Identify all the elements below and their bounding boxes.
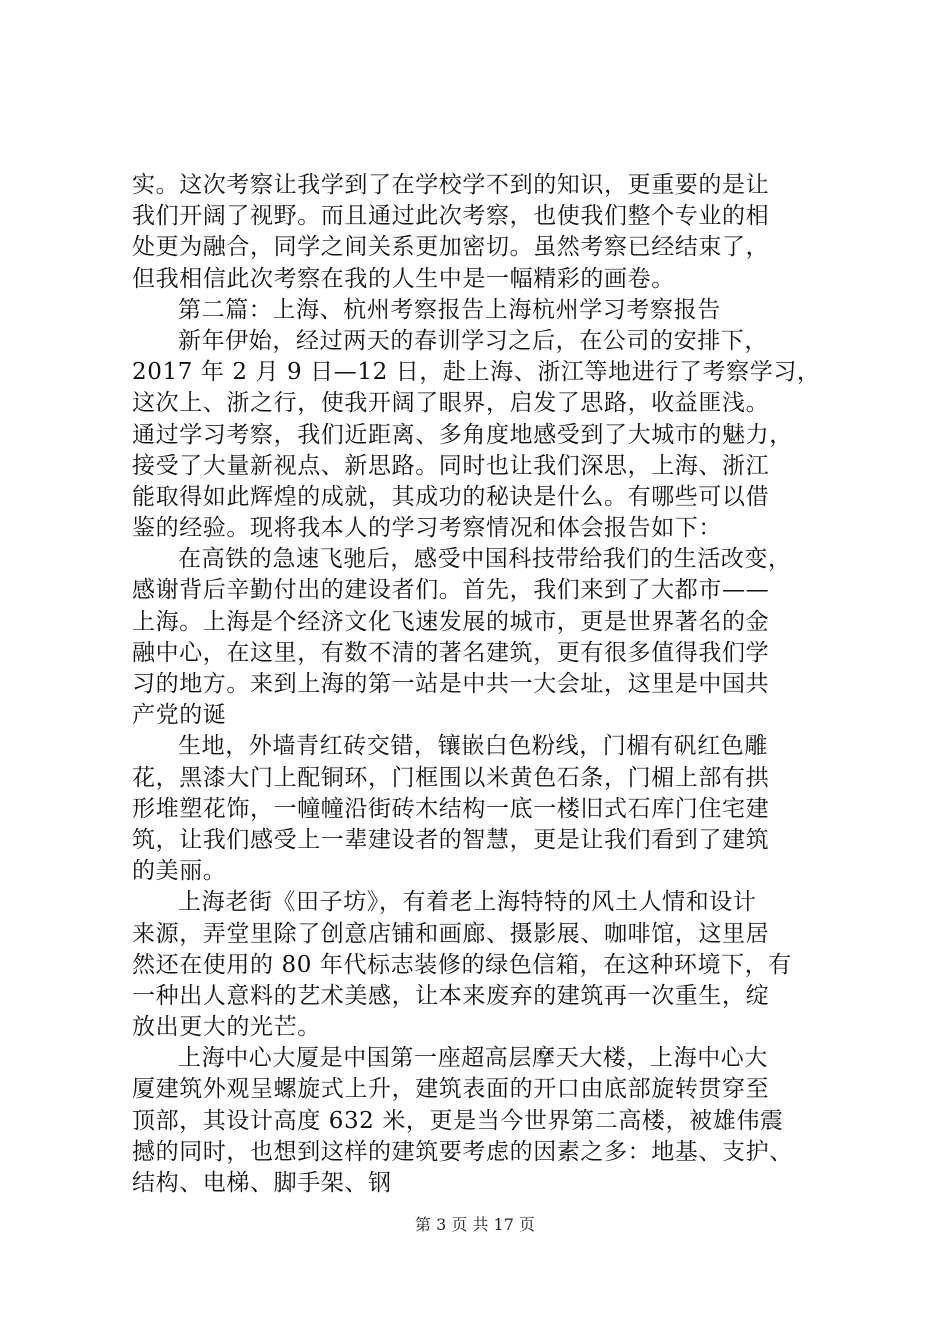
text-line: 筑，让我们感受上一辈建设者的智慧，更是让我们看到了建筑 [132,826,770,853]
text-line: 生地，外墙青红砖交错，镶嵌白色粉线，门楣有矾红色雕 [178,733,768,760]
text-line: 这次上、浙之行，使我开阔了眼界，启发了思路，收益匪浅。 [132,390,770,417]
text-line: 我们开阔了视野。而且通过此次考察，也使我们整个专业的相 [132,203,770,230]
text-line: 的美丽。 [132,858,227,885]
text-line: 处更为融合，同学之间关系更加密切。虽然考察已经结束了， [132,234,770,261]
text-line: 上海老街《田子坊》，有着老上海特特的风土人情和设计 [178,889,757,916]
text-line: 但我相信此次考察在我的人生中是一幅精彩的画卷。 [132,265,675,292]
text-line: 在高铁的急速飞驰后，感受中国科技带给我们的生活改变， [178,546,792,573]
document-body [132,170,852,1199]
text-line: 能取得如此辉煌的成就，其成功的秘诀是什么。有哪些可以借 [132,483,770,510]
text-line: 2017 年 2 月 9 日—12 日，赴上海、浙江等地进行了考察学习， [132,359,821,386]
text-line: 厦建筑外观呈螺旋式上升，建筑表面的开口由底部旋转贯穿至 [132,1076,770,1103]
text-line: 接受了大量新视点、新思路。同时也让我们深思，上海、浙江 [132,452,770,479]
section-heading: 第二篇：上海、杭州考察报告上海杭州学习考察报告 [178,296,721,323]
text-line: 感谢背后辛勤付出的建设者们。首先，我们来到了大都市—— [132,577,770,604]
text-line: 撼的同时，也想到这样的建筑要考虑的因素之多：地基、支护、 [132,1138,793,1165]
text-line: 实。这次考察让我学到了在学校学不到的知识，更重要的是让 [132,172,770,198]
text-line: 习的地方。来到上海的第一站是中共一大会址，这里是中国共 [132,671,770,697]
text-line: 鉴的经验。现将我本人的学习考察情况和体会报告如下： [132,515,722,542]
text-line: 一种出人意料的艺术美感，让本来废弃的建筑再一次重生，绽 [132,982,770,1009]
text-line: 放出更大的光芒。 [132,1014,321,1041]
text-line: 结构、电梯、脚手架、钢 [132,1170,392,1196]
text-line: 上海中心大厦是中国第一座超高层摩天大楼，上海中心大 [178,1045,768,1072]
text-line: 融中心，在这里，有数不清的著名建筑，更有很多值得我们学 [132,639,770,666]
text-line: 形堆塑花饰，一幢幢沿街砖木结构一底一楼旧式石库门住宅建 [132,795,770,822]
text-line: 新年伊始，经过两天的春训学习之后，在公司的安排下， [178,327,768,354]
text-line: 顶部，其设计高度 632 米，更是当今世界第二高楼，被雄伟震 [132,1107,784,1134]
text-line: 上海。上海是个经济文化飞速发展的城市，更是世界著名的金 [132,608,770,635]
text-line: 通过学习考察，我们近距离、多角度地感受到了大城市的魅力， [132,421,793,448]
text-line: 然还在使用的 80 年代标志装修的绿色信箱，在这种环境下，有 [132,951,792,978]
text-line: 产党的诞 [132,702,227,729]
page-number-footer: 第 3 页 共 17 页 [415,1215,535,1234]
text-line: 花，黑漆大门上配铜环，门框围以米黄色石条，门楣上部有拱 [132,764,770,791]
text-line: 来源，弄堂里除了创意店铺和画廊、摄影展、咖啡馆，这里居 [132,920,770,947]
